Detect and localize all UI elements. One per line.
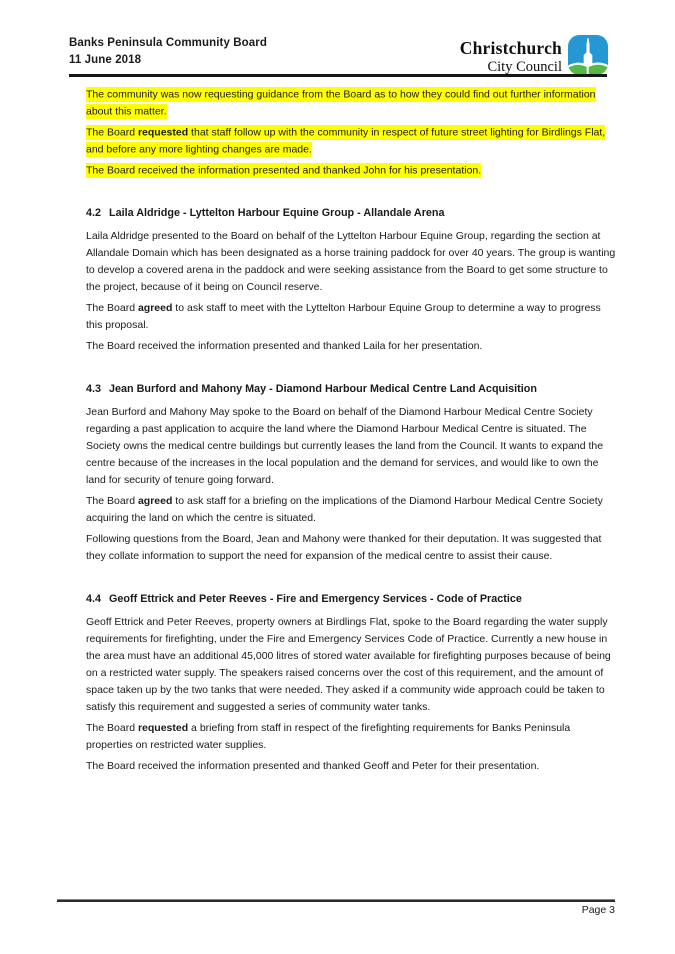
- paragraph: [86, 404, 618, 489]
- text: The community was now requesting guidance from the Board as to how they could find out further information about this matter.: [86, 88, 596, 117]
- text: The Board received the information presented and thanked Geoff and Peter for their presentation.: [86, 760, 540, 772]
- text: Following questions from the Board, Jean and Mahony were thanked for their deputation. It was suggested that they collate information to support the need for expansion of the medical centre to assist their cause.: [86, 533, 602, 562]
- section-heading: [86, 205, 618, 222]
- sections: [86, 205, 618, 775]
- text: to ask staff for a briefing on the implications of the Diamond Harbour Medical Centre Society acquiring the land on which the centre is situated.: [86, 495, 603, 524]
- section-number: 4.4: [86, 593, 102, 605]
- text: The Board: [86, 126, 138, 138]
- section-title: Jean Burford and Mahony May - Diamond Harbour Medical Centre Land Acquisition: [109, 383, 537, 395]
- text: to ask staff to meet with the Lyttelton Harbour Equine Group to determine a way to progress this proposal.: [86, 302, 601, 331]
- paragraph: [86, 300, 618, 334]
- footer-rule: [57, 899, 615, 902]
- highlighted-paragraph: [86, 124, 618, 158]
- bold-text: requested: [137, 722, 189, 734]
- council-logo-line2: City Council: [487, 58, 562, 75]
- paragraph: [86, 758, 618, 775]
- text: Laila Aldridge presented to the Board on behalf of the Lyttelton Harbour Equine Group, regarding the section at Allandale Domain which has been designated as a horse training paddock for over 40 years. The group is wanting to develop a covered arena in the paddock and were seeking assistance from the Board to get some structure to the project, because of it being on Council reserve.: [86, 230, 616, 293]
- bold-text: requested: [137, 126, 189, 138]
- section-title: Geoff Ettrick and Peter Reeves - Fire and Emergency Services - Code of Practice: [109, 593, 522, 605]
- section-4.2: [86, 205, 618, 355]
- highlighted-paragraph: [86, 162, 618, 179]
- text: The Board received the information presented and thanked John for his presentation.: [86, 164, 482, 176]
- text: The Board: [86, 495, 138, 507]
- paragraph: [86, 338, 618, 355]
- section-heading: [86, 381, 618, 398]
- section-title: Laila Aldridge - Lyttelton Harbour Equine Group - Allandale Arena: [109, 207, 445, 219]
- council-logo-line1: Christchurch: [459, 38, 562, 58]
- highlighted-paragraphs: [86, 86, 618, 179]
- paragraph: [86, 614, 618, 716]
- paragraph: [86, 531, 618, 565]
- paragraph: [86, 228, 618, 296]
- bold-text: agreed: [137, 302, 173, 314]
- text: Geoff Ettrick and Peter Reeves, property owners at Birdlings Flat, spoke to the Board regarding the water supply requirements for firefighting, under the Fire and Emergency Services Code of Practice. Currently a new house in the area must have an additional 45,000 litres of stored water available for firefighting purposes because of being on a restricted water supply. The speakers raised concerns over the cost of this requirement, and the amount of space taken up by the two tanks that were needed. They asked if a community wide approach could be taken to satisfy this requirement and suggested a series of community water tanks.: [86, 616, 611, 713]
- cathedral-logo-icon: [568, 35, 608, 75]
- section-4.3: [86, 381, 618, 565]
- page-number: Page 3: [581, 904, 615, 916]
- section-number: 4.3: [86, 383, 102, 395]
- text: The Board: [86, 722, 138, 734]
- paragraph: [86, 720, 618, 754]
- paragraph: [86, 493, 618, 527]
- meeting-date: 11 June 2018: [69, 54, 142, 66]
- header-meeting-info: [69, 35, 267, 69]
- section-number: 4.2: [86, 207, 102, 219]
- council-logo-wordmark: [460, 35, 562, 74]
- text: The Board: [86, 302, 138, 314]
- header-rule: [69, 74, 607, 77]
- document-body: [86, 86, 618, 779]
- council-logo: [460, 35, 608, 75]
- highlighted-paragraph: [86, 86, 618, 120]
- section-heading: [86, 591, 618, 608]
- section-4.4: [86, 591, 618, 775]
- text: that staff follow up with the community in respect of future street lighting for Birdlings Flat, and before any more lighting changes are made.: [86, 126, 606, 155]
- text: a briefing from staff in respect of the firefighting requirements for Banks Peninsula properties on restricted water supplies.: [86, 722, 571, 751]
- bold-text: agreed: [137, 495, 173, 507]
- page-header: [69, 35, 608, 75]
- text: The Board received the information presented and thanked Laila for her presentation.: [86, 340, 483, 352]
- board-name: Banks Peninsula Community Board: [69, 37, 267, 49]
- text: Jean Burford and Mahony May spoke to the Board on behalf of the Diamond Harbour Medical Centre Society regarding a past application to acquire the land where the Diamond Harbour Medical Centre is situated. The Society owns the medical centre buildings but currently leases the land from the Council. It wants to expand the centre because of the increases in the local population and the demand for services, and would like to own the land for security of tenure going forward.: [86, 406, 604, 486]
